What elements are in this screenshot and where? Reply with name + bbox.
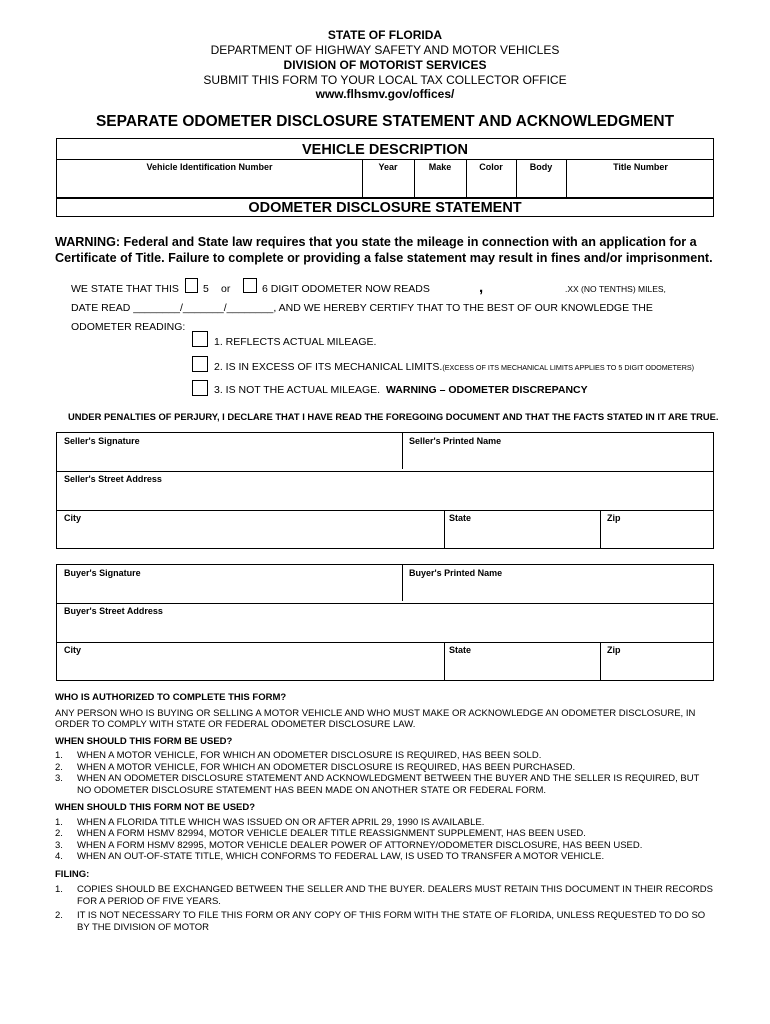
actual-mileage-label: 1. REFLECTS ACTUAL MILEAGE. [214, 336, 377, 348]
excess-limits-note: (EXCESS OF ITS MECHANICAL LIMITS APPLIES TO 5 DIGIT ODOMETERS) [442, 363, 695, 372]
list-item: 1. WHEN A MOTOR VEHICLE, FOR WHICH AN ODOMETER DISCLOSURE IS REQUIRED, HAS BEEN SOLD. [55, 750, 542, 761]
odometer-reading-label: ODOMETER READING: [71, 321, 186, 333]
header-state: STATE OF FLORIDA [327, 28, 443, 42]
five-digit-label: 5 [203, 283, 209, 295]
color-field[interactable]: Color [479, 162, 503, 172]
seller-printed-name-field[interactable]: Seller's Printed Name [409, 436, 502, 446]
discrepancy-warning: WARNING – ODOMETER DISCREPANCY [385, 384, 588, 396]
perjury-statement: UNDER PENALTIES OF PERJURY, I DECLARE THAT I HAVE READ THE FOREGOING DOCUMENT AND THAT THE FACTS STATED IN IT ARE TRUE. [68, 411, 719, 422]
buyer-printed-name-field[interactable]: Buyer's Printed Name [409, 568, 503, 578]
title-number-field[interactable]: Title Number [613, 162, 668, 172]
warning-text: WARNING: Federal and State law requires that you state the mileage in connection with an application for a Certificate of Title. Failure to complete or providing a false statement may result in fines and/or imprisonment. [55, 235, 713, 265]
excess-limits-text: 2. IS IN EXCESS OF ITS MECHANICAL LIMITS. [214, 361, 443, 373]
buyer-street-field[interactable]: Buyer's Street Address [64, 606, 163, 616]
who-heading: WHO IS AUTHORIZED TO COMPLETE THIS FORM? [55, 692, 287, 703]
not-actual-label [214, 384, 588, 396]
body-field[interactable]: Body [529, 162, 553, 172]
vehicle-description-heading: VEHICLE DESCRIPTION [302, 142, 468, 158]
date-read-text[interactable]: DATE READ ________/_______/________, AND WE HEREBY CERTIFY THAT TO THE BEST OF OUR KNOWLEDGE THE [71, 302, 653, 314]
five-digit-checkbox[interactable] [185, 278, 198, 293]
odometer-heading-box [56, 198, 714, 217]
list-item: 1. COPIES SHOULD BE EXCHANGED BETWEEN THE SELLER AND THE BUYER. DEALERS MUST RETAIN THIS DOCUMENT IN THEIR RECORDS FOR A PERIOD OF FIVE YEARS. [55, 884, 713, 907]
six-digit-checkbox[interactable] [243, 278, 257, 293]
seller-zip-field[interactable]: Zip [607, 513, 621, 523]
seller-state-field[interactable]: State [449, 513, 472, 523]
seller-box [56, 432, 714, 549]
who-text: ANY PERSON WHO IS BUYING OR SELLING A MOTOR VEHICLE AND WHO MUST MAKE OR ACKNOWLEDGE AN ODOMETER DISCLOSURE, IN ORDER TO COMPLY WITH STATE OR FEDERAL ODOMETER DISCLOSURE LAW. [55, 707, 696, 730]
list-item: 3. WHEN A FORM HSMV 82995, MOTOR VEHICLE DEALER POWER OF ATTORNEY/ODOMETER DISCLOSURE, HAS BEEN USED. [55, 839, 643, 851]
buyer-box [56, 564, 714, 681]
header-submit: SUBMIT THIS FORM TO YOUR LOCAL TAX COLLECTOR OFFICE [203, 73, 567, 87]
form-title: SEPARATE ODOMETER DISCLOSURE STATEMENT AND ACKNOWLEDGMENT [95, 113, 675, 130]
seller-signature-field[interactable]: Seller's Signature [64, 436, 140, 446]
list-item: 3. WHEN AN ODOMETER DISCLOSURE STATEMENT AND ACKNOWLEDGMENT BETWEEN THE BUYER AND THE SELLER IS REQUIRED, BUT NO ODOMETER DISCLOSURE STATEMENT HAS BEEN MADE ON ANOTHER STATE OR FEDERAL FORM. [55, 773, 700, 796]
or-text: or [221, 283, 231, 295]
buyer-signature-field[interactable]: Buyer's Signature [64, 568, 141, 578]
header-division: DIVISION OF MOTORIST SERVICES [283, 58, 487, 72]
odometer-heading: ODOMETER DISCLOSURE STATEMENT [248, 200, 522, 216]
year-field[interactable]: Year [378, 162, 398, 172]
not-actual-text: 3. IS NOT THE ACTUAL MILEAGE. [214, 384, 381, 396]
header-url[interactable]: www.flhsmv.gov/offices/ [315, 87, 455, 101]
list-item: 2. WHEN A FORM HSMV 82994, MOTOR VEHICLE DEALER TITLE REASSIGNMENT SUPPLEMENT, HAS BEEN USED. [55, 828, 586, 839]
actual-mileage-checkbox[interactable] [192, 331, 208, 347]
filing-heading: FILING: [55, 868, 90, 880]
list-item: 2. IT IS NOT NECESSARY TO FILE THIS FORM OR ANY COPY OF THIS FORM WITH THE STATE OF FLORIDA, UNLESS REQUESTED TO DO SO BY THE DIVISION OF MOTOR [55, 910, 706, 933]
list-item: 1. WHEN A FLORIDA TITLE WHICH WAS ISSUED ON OR AFTER APRIL 29, 1990 IS AVAILABLE. [55, 816, 485, 828]
make-field[interactable]: Make [428, 162, 452, 172]
excess-limits-checkbox[interactable] [192, 356, 208, 372]
when-heading: WHEN SHOULD THIS FORM BE USED? [55, 735, 233, 747]
vin-field[interactable]: Vehicle Identification Number [146, 162, 273, 172]
we-state-text: WE STATE THAT THIS [71, 283, 179, 295]
mileage-comma: , [479, 279, 484, 296]
buyer-state-field[interactable]: State [449, 645, 472, 655]
not-actual-checkbox[interactable] [192, 380, 208, 396]
seller-street-field[interactable]: Seller's Street Address [64, 474, 162, 484]
list-item: 2. WHEN A MOTOR VEHICLE, FOR WHICH AN ODOMETER DISCLOSURE IS REQUIRED, HAS BEEN PURCHASED. [55, 761, 576, 773]
seller-city-field[interactable]: City [64, 513, 82, 523]
excess-limits-label [214, 361, 694, 373]
instructions [55, 692, 715, 933]
buyer-city-field[interactable]: City [64, 645, 82, 655]
header-department: DEPARTMENT OF HIGHWAY SAFETY AND MOTOR VEHICLES [210, 43, 560, 57]
list-item: 4. WHEN AN OUT-OF-STATE TITLE, WHICH CONFORMS TO FEDERAL LAW, IS USED TO TRANSFER A MOTOR VEHICLE. [55, 851, 605, 862]
no-tenths-label: .XX (NO TENTHS) MILES, [565, 284, 666, 294]
buyer-zip-field[interactable]: Zip [607, 645, 621, 655]
not-heading: WHEN SHOULD THIS FORM NOT BE USED? [55, 802, 256, 813]
vehicle-description-box [56, 138, 714, 198]
six-digit-label: 6 DIGIT ODOMETER NOW READS [262, 283, 430, 295]
miles-text [565, 283, 666, 295]
